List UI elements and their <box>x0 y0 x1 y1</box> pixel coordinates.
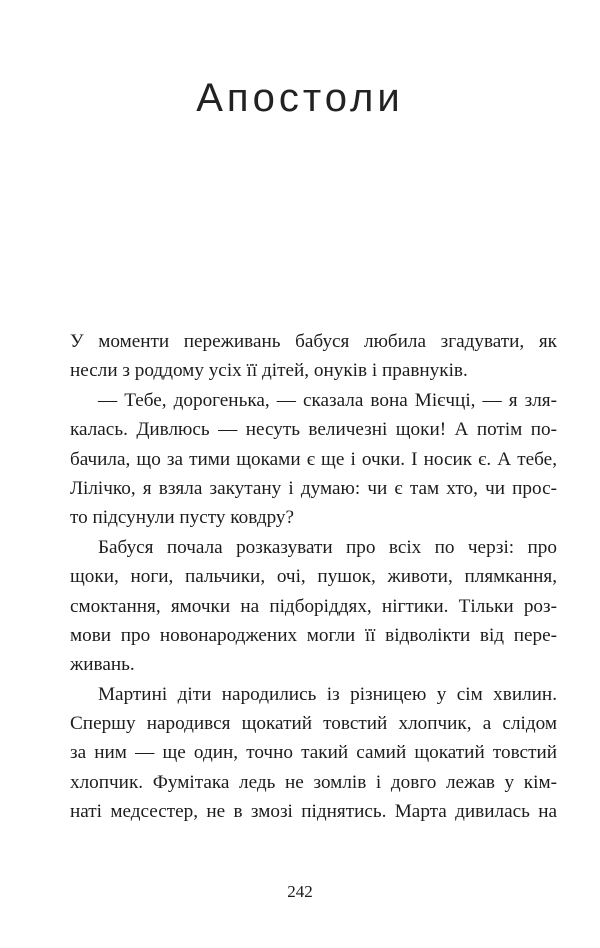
text-line: мови про новонароджених могли її відволікти від пере- <box>70 624 557 646</box>
text-line: — Тебе, дорогенька, — сказала вона Мієчці, — я зля- <box>98 389 557 411</box>
text-line: смоктання, ямочки на підборіддях, нігтики. Тільки роз- <box>70 595 557 617</box>
body-text <box>70 327 557 827</box>
text-line: за ним — ще один, точно такий самий щокатий товстий <box>70 742 557 764</box>
paragraph <box>70 327 557 386</box>
page-number: 242 <box>287 882 313 901</box>
text-line: Мартині діти народились із різницею у сім хвилин. <box>98 683 557 705</box>
text-line: живань. <box>70 654 135 676</box>
text-line: щоки, ноги, пальчики, очі, пушок, животи, плямкання, <box>70 566 557 588</box>
text-line: Спершу народився щокатий товстий хлопчик, а слідом <box>70 713 557 735</box>
paragraph <box>70 386 557 533</box>
text-line: Бабуся почала розказувати про всіх по черзі: про <box>98 536 557 558</box>
text-line: Лілічко, я взяла закутану і думаю: чи є там хто, чи прос- <box>70 477 557 499</box>
text-line: бачила, що за тими щоками є ще і очки. І носик є. А тебе, <box>70 448 557 470</box>
text-line: хлопчик. Фумітака ледь не зомлів і довго лежав у кім- <box>70 771 557 793</box>
paragraph <box>70 680 557 827</box>
paragraph <box>70 533 557 680</box>
text-line: У моменти переживань бабуся любила згадувати, як <box>70 331 557 352</box>
text-line: наті медсестер, не в змозі піднятись. Марта дивилась на <box>70 801 557 823</box>
text-line: несли з роддому усіх її дітей, онуків і правнуків. <box>70 360 468 382</box>
text-line: калась. Дивлюсь — несуть величезні щоки! А потім по- <box>70 419 557 441</box>
text-line: то підсунули пусту ковдру? <box>70 507 295 529</box>
page-title: Апостоли <box>196 76 404 120</box>
